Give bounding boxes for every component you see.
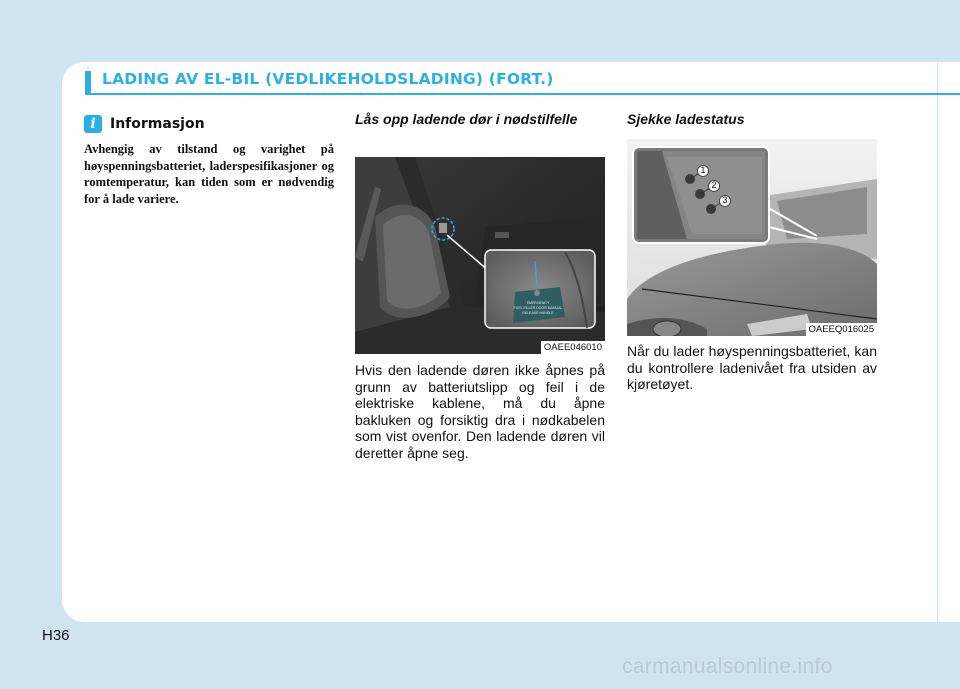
info-icon: i <box>84 115 102 133</box>
page-number: H36 <box>42 627 70 644</box>
trunk-figure <box>355 157 605 354</box>
title-rule <box>85 93 960 95</box>
figure-code: OAEEQ016025 <box>806 323 878 336</box>
section-title: LADING AV EL-BIL (VEDLIKEHOLDSLADING) (FORT.) <box>102 70 554 88</box>
trunk-illustration <box>355 157 605 354</box>
tag-label: EMERGENCY <box>526 301 550 305</box>
callout-1: 1 <box>700 165 706 175</box>
info-heading: Informasjon <box>110 116 205 132</box>
callout-2: 2 <box>711 180 717 190</box>
unlock-heading: Lås opp ladende dør i nødstilfelle <box>355 111 578 127</box>
watermark: carmanualsonline.info <box>622 655 833 678</box>
title-accent-bar <box>85 71 91 93</box>
status-body: Når du lader høyspenningsbatteriet, kan du kontrollere ladenivået fra utsiden av kjøretøyet. <box>627 343 877 392</box>
car-illustration <box>627 139 877 336</box>
figure-code: OAEE046010 <box>541 341 605 354</box>
callout-3: 3 <box>722 195 728 205</box>
car-figure <box>627 139 877 336</box>
info-text: Avhengig av tilstand og varighet på høyspenningsbatteriet, laderspesifikasjoner og romtemperatur, kan tiden som er nødvendig for å lade variere. <box>84 142 334 206</box>
unlock-body: Hvis den ladende døren ikke åpnes på grunn av batteriutslipp og feil i de elektriske kablene, må du åpne bakluken og forsiktig dra i nødkabelen som vist ovenfor. Den ladende døren vil deretter åpne seg. <box>355 362 605 461</box>
svg-text:RELEASE HANDLE: RELEASE HANDLE <box>522 311 554 315</box>
svg-text:FUEL FILLER DOOR MANUAL: FUEL FILLER DOOR MANUAL <box>513 306 563 310</box>
status-heading: Sjekke ladestatus <box>627 111 745 127</box>
margin-line <box>937 62 938 622</box>
